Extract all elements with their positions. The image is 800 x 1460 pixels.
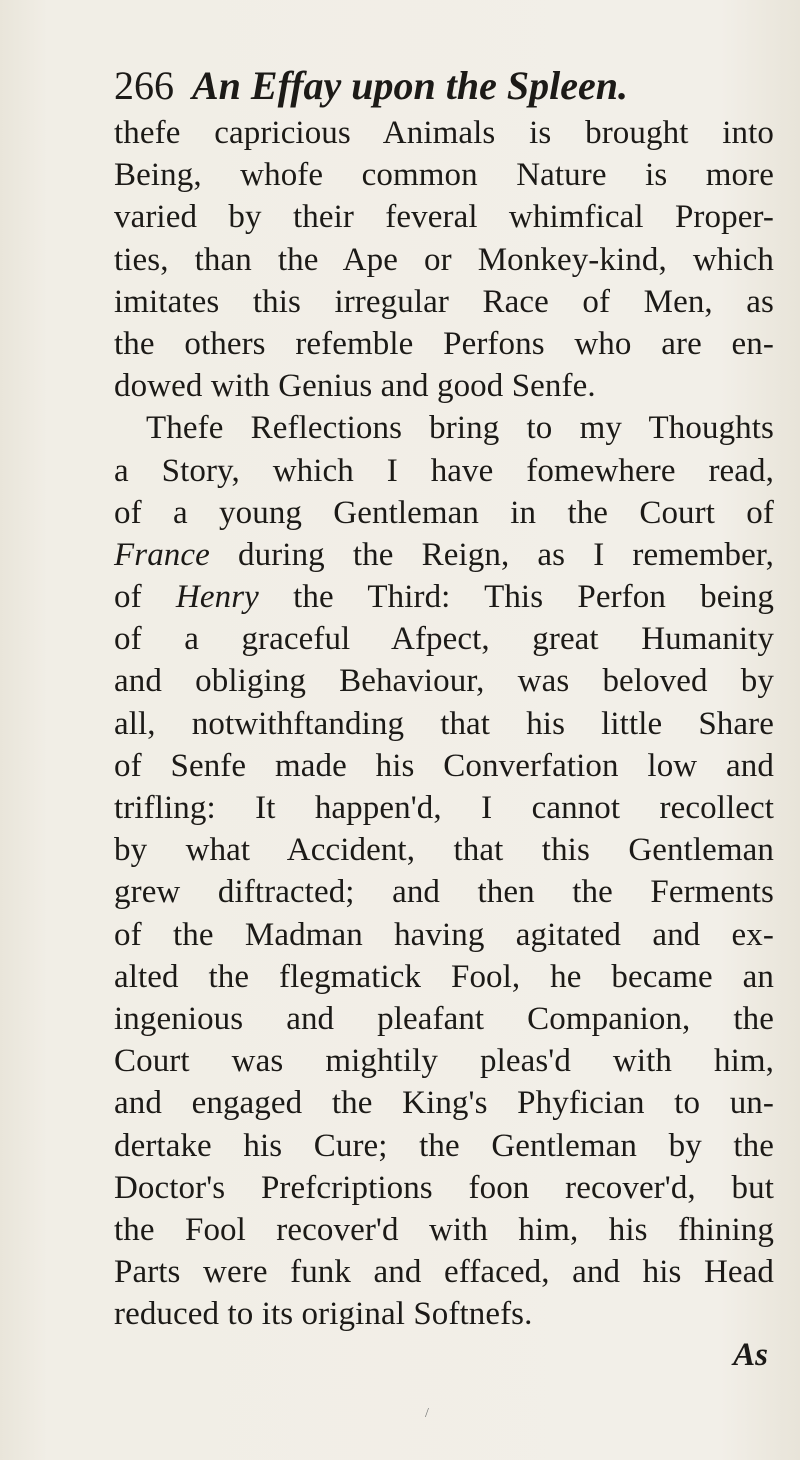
body-text [114, 112, 774, 1335]
text-line: Doctor's Prefcriptions foon recover'd, but [114, 1169, 774, 1206]
text-line: dertake his Cure; the Gentleman by the [114, 1127, 774, 1164]
text-line: of Henry the Third: This Perfon being [114, 579, 774, 616]
text-line: varied by their feveral whimfical Proper- [114, 199, 774, 236]
text-line: of Senfe made his Converfation low and [114, 747, 774, 784]
text-line: alted the flegmatick Fool, he became an [114, 958, 774, 995]
text-line: the Fool recover'd with him, his fhining [114, 1211, 774, 1248]
text-line: Parts were funk and effaced, and his Head [114, 1254, 774, 1291]
running-title: An Effay upon the Spleen. [192, 63, 628, 108]
catchword: As [733, 1337, 768, 1373]
text-line: by what Accident, that this Gentleman [114, 832, 774, 869]
text-line: the others refemble Perfons who are en- [114, 325, 774, 362]
text-line: grew diftracted; and then the Ferments [114, 874, 774, 911]
text-line: Court was mightily pleas'd with him, [114, 1043, 774, 1080]
text-line: France during the Reign, as I remember, [114, 536, 774, 573]
text-line: of a young Gentleman in the Court of [114, 494, 774, 531]
text-line: Thefe Reflections bring to my Thoughts [146, 410, 774, 447]
text-line: Being, whofe common Nature is more [114, 157, 774, 194]
text-line: a Story, which I have fomewhere read, [114, 452, 774, 489]
text-line: thefe capricious Animals is brought into [114, 115, 774, 151]
text-line: ties, than the Ape or Monkey-kind, which [114, 241, 774, 278]
running-header [114, 62, 774, 110]
text-line: all, notwithftanding that his little Share [114, 705, 774, 742]
text-line: reduced to its original Softnefs. [114, 1296, 533, 1333]
text-line: ingenious and pleafant Companion, the [114, 1000, 774, 1037]
text-line: of the Madman having agitated and ex- [114, 916, 774, 953]
text-line: imitates this irregular Race of Men, as [114, 283, 774, 320]
page-number: 266 [114, 63, 174, 108]
stray-mark: / [425, 1406, 429, 1421]
text-line: of a graceful Afpect, great Humanity [114, 621, 774, 658]
text-line: dowed with Genius and good Senfe. [114, 368, 596, 405]
text-line: and engaged the King's Phyfician to un- [114, 1085, 774, 1122]
text-line: trifling: It happen'd, I cannot recollect [114, 790, 774, 826]
text-line: and obliging Behaviour, was beloved by [114, 663, 774, 700]
